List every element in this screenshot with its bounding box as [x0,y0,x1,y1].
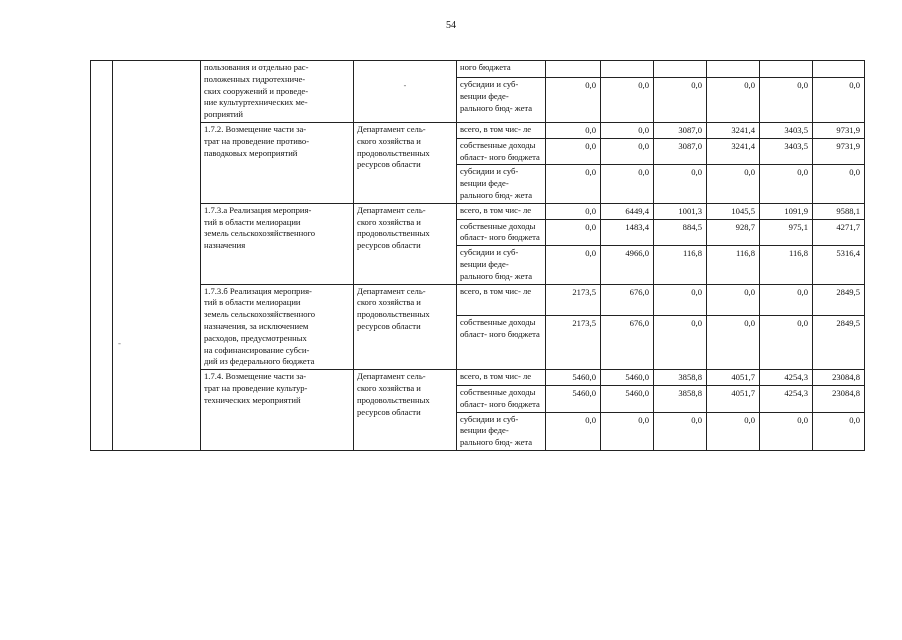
value-cell: 0,0 [601,165,654,203]
value-cell: 3241,4 [707,122,760,138]
event-line: 1.7.3.б Реализация мероприя- [204,285,312,296]
value-cell: 676,0 [601,284,654,316]
executor-line: ского хозяйства и [357,297,421,308]
source-cell: всего, в том чис- ле [457,203,546,219]
event-line: расходов, предусмотренных [204,332,307,343]
value-cell: 2849,5 [813,316,865,370]
value-cell: 5460,0 [601,370,654,386]
value-cell: 0,0 [546,219,601,246]
event-cell [201,203,354,284]
source-cell: всего, в том чис- ле [457,370,546,386]
executor-line: ского хозяйства и [357,382,421,393]
value-cell [707,61,760,78]
value-cell: 0,0 [546,138,601,165]
margin-col-b [113,61,201,451]
value-cell: 2849,5 [813,284,865,316]
event-line: земель сельскохозяйственного [204,309,316,320]
event-line: тий в области мелиорации [204,216,301,227]
value-cell: 0,0 [760,412,813,450]
value-cell: 4254,3 [760,370,813,386]
source-cell: субсидии и суб- венции феде- рального бюд- жета [457,412,546,450]
executor-line: ресурсов области [357,406,421,417]
value-cell: 1045,5 [707,203,760,219]
value-cell: 4271,7 [813,219,865,246]
value-cell: 3087,0 [654,122,707,138]
table-row [91,122,865,138]
value-cell: 0,0 [760,284,813,316]
executor-line: Департамент сель- [357,371,426,382]
event-line: трат на проведение противо- [204,135,310,146]
value-cell [601,61,654,78]
value-cell: 116,8 [707,246,760,284]
value-cell [654,61,707,78]
source-cell: собственные доходы област- ного бюджета [457,385,546,412]
value-cell [546,61,601,78]
page-number: 54 [446,20,456,31]
value-cell: 0,0 [601,138,654,165]
value-cell: 0,0 [546,412,601,450]
value-cell: 0,0 [546,246,601,284]
value-cell: 0,0 [813,412,865,450]
source-cell: всего, в том чис- ле [457,122,546,138]
value-cell: 0,0 [813,165,865,203]
value-cell: 0,0 [760,165,813,203]
event-line: земель сельскохозяйственного [204,228,316,239]
table-row [91,284,865,316]
value-cell: 4254,3 [760,385,813,412]
value-cell: 4051,7 [707,385,760,412]
executor-line: ресурсов области [357,159,421,170]
value-cell: 9588,1 [813,203,865,219]
executor-line: Департамент сель- [357,123,426,134]
executor-line: ского хозяйства и [357,216,421,227]
source-cell: собственные доходы област- ного бюджета [457,316,546,370]
executor-mark: - [403,81,407,90]
event-line: назначения [204,240,246,251]
value-cell: 116,8 [760,246,813,284]
executor-cell [354,370,457,451]
table-body [91,61,865,451]
value-cell [760,61,813,78]
value-cell: 9731,9 [813,122,865,138]
value-cell: 0,0 [707,165,760,203]
executor-line: ресурсов области [357,240,421,251]
value-cell: 3858,8 [654,385,707,412]
value-cell: 3403,5 [760,138,813,165]
executor-line: ресурсов области [357,320,421,331]
table-row [91,203,865,219]
value-cell: 928,7 [707,219,760,246]
margin-mark: - [118,338,121,348]
value-cell: 3241,4 [707,138,760,165]
budget-table [90,60,865,451]
value-cell: 4966,0 [601,246,654,284]
executor-line: ского хозяйства и [357,135,421,146]
value-cell: 3858,8 [654,370,707,386]
event-cell [201,284,354,370]
value-cell: 2173,5 [546,316,601,370]
executor-line: продовольственных [357,228,430,239]
executor-cell [354,122,457,203]
table-row [91,370,865,386]
value-cell: 0,0 [813,78,865,123]
value-cell: 1001,3 [654,203,707,219]
value-cell: 2173,5 [546,284,601,316]
event-line: тий в области мелиорации [204,297,301,308]
value-cell: 3403,5 [760,122,813,138]
event-line: технических мероприятий [204,394,301,405]
value-cell: 5460,0 [546,370,601,386]
source-cell: собственные доходы област- ного бюджета [457,138,546,165]
value-cell: 0,0 [546,165,601,203]
event-line: ских сооружений и проведе- [204,85,309,96]
value-cell: 0,0 [654,165,707,203]
event-line: на софинансирование субси- [204,344,310,355]
value-cell: 23084,8 [813,370,865,386]
event-cell [201,122,354,203]
source-cell: собственные доходы област- ного бюджета [457,219,546,246]
value-cell: 5460,0 [601,385,654,412]
source-cell: субсидии и суб- венции феде- рального бюд- жета [457,165,546,203]
value-cell: 5460,0 [546,385,601,412]
executor-cell [354,284,457,370]
source-cell: ного бюджета [457,61,546,78]
executor-line: продовольственных [357,394,430,405]
value-cell: 1091,9 [760,203,813,219]
event-line: 1.7.2. Возмещение части за- [204,123,307,134]
executor-line: продовольственных [357,309,430,320]
event-cell [201,61,354,123]
executor-line: Департамент сель- [357,285,426,296]
value-cell: 0,0 [760,316,813,370]
value-cell: 23084,8 [813,385,865,412]
value-cell: 0,0 [546,122,601,138]
event-cell [201,370,354,451]
event-line: трат на проведение культур- [204,382,308,393]
value-cell: 0,0 [760,78,813,123]
event-line: 1.7.3.а Реализация мероприя- [204,204,312,215]
value-cell: 5316,4 [813,246,865,284]
event-line: дий из федерального бюджета [204,356,315,367]
event-line: пользования и отдельно рас- [204,62,309,72]
source-cell: субсидии и суб- венции феде- рального бюд- жета [457,78,546,123]
source-cell: всего, в том чис- ле [457,284,546,316]
value-cell: 116,8 [654,246,707,284]
source-cell: субсидии и суб- венции феде- рального бюд- жета [457,246,546,284]
value-cell: 0,0 [654,412,707,450]
value-cell [813,61,865,78]
value-cell: 0,0 [707,78,760,123]
table-row [91,61,865,78]
value-cell: 0,0 [707,412,760,450]
value-cell: 9731,9 [813,138,865,165]
value-cell: 0,0 [654,316,707,370]
value-cell: 975,1 [760,219,813,246]
value-cell: 0,0 [707,316,760,370]
event-line: ние культуртехнических ме- [204,97,308,108]
value-cell: 6449,4 [601,203,654,219]
value-cell: 3087,0 [654,138,707,165]
margin-col-a [91,61,113,451]
executor-cell [354,203,457,284]
value-cell: 884,5 [654,219,707,246]
event-line: назначения, за исключением [204,320,309,331]
executor-cell [354,61,457,123]
event-line: положенных гидротехниче- [204,73,306,84]
value-cell: 0,0 [601,412,654,450]
event-line: роприятий [204,109,243,120]
value-cell: 0,0 [654,284,707,316]
value-cell: 0,0 [601,122,654,138]
event-line: 1.7.4. Возмещение части за- [204,371,307,382]
value-cell: 0,0 [546,78,601,123]
value-cell: 0,0 [654,78,707,123]
executor-line: Департамент сель- [357,204,426,215]
value-cell: 676,0 [601,316,654,370]
value-cell: 4051,7 [707,370,760,386]
value-cell: 0,0 [546,203,601,219]
executor-line: продовольственных [357,147,430,158]
value-cell: 0,0 [707,284,760,316]
event-line: паводковых мероприятий [204,147,298,158]
value-cell: 0,0 [601,78,654,123]
value-cell: 1483,4 [601,219,654,246]
